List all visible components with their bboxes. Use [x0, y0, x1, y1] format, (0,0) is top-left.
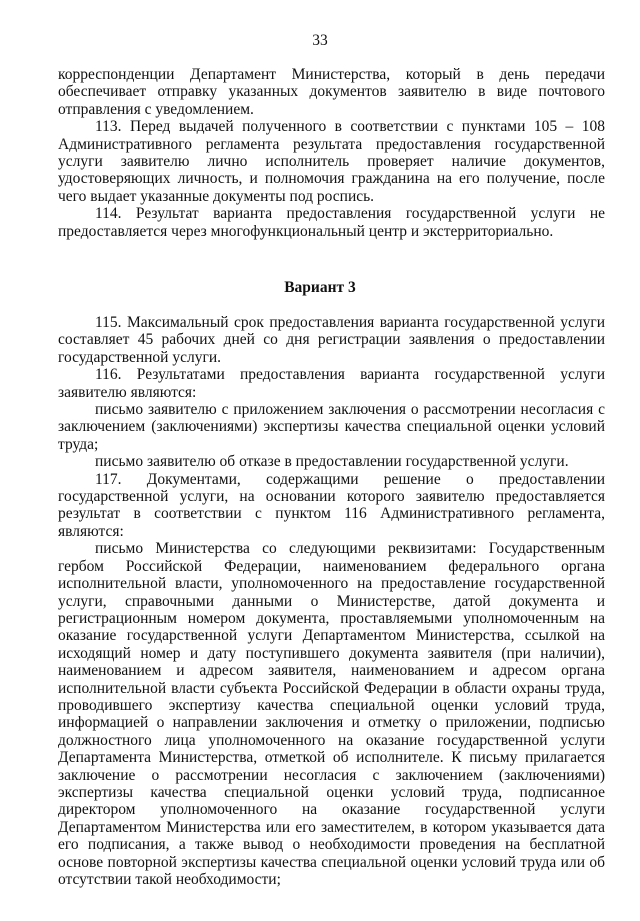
paragraph-116: 116. Результатами предоставления варианта государственной услуги заявителю являются:: [58, 366, 605, 401]
paragraph-117: 117. Документами, содержащими решение о предоставлении государственной услуги, на основании которого заявителю предоставляется результат в соответствии с пунктом 116 Административного регламента, являются:: [58, 470, 605, 540]
section-heading: Вариант 3: [284, 279, 356, 296]
paragraph-113: 113. Перед выдачей полученного в соответствии с пунктами 105 – 108 Административного регламента результата предоставления государственной услуги заявителю лично исполнитель проверяет наличие документов, удостоверяющих личность, и полномочия гражданина на его получение, после чего выдает указанные документы под роспись.: [58, 118, 605, 205]
page-number: 33: [312, 32, 328, 49]
paragraph-ministry-letter: письмо Министерства со следующими реквизитами: Государственным гербом Российской Федерации, наименованием федерального органа исполнительной власти, уполномоченного на предоставление государственной услуги, справочными данными о Министерстве, датой документа и регистрационным номером документа, проставляемыми уполномоченным на оказание государственной услуги Департаментом Министерства, ссылкой на исходящий номер и дату поступившего документа заявителя (при наличии), наименованием и адресом заявителя, наименованием и адресом органа исполнительной власти субъекта Российской Федерации в области охраны труда, проводившего экспертизу качества специальной оценки условий труда, информацией о направлении заключения и отметку о приложении, подписью должностного лица уполномоченного на оказание государственной услуги Департамента Министерства, отметкой об исполнителе. К письму прилагается заключение о рассмотрении несогласия с заключением (заключениями) экспертизы качества специальной оценки условий труда, подписанное директором уполномоченного на оказание государственной услуги Департаментом Министерства или его заместителем, в котором указывается дата его подписания, а также вывод о необходимости проведения на бесплатной основе повторной экспертизы качества специальной оценки условий труда или об отсутствии такой необходимости;: [58, 540, 605, 888]
list-item-result-letter: письмо заявителю с приложением заключения о рассмотрении несогласия с заключением (заключениями) экспертизы качества специальной оценки условий труда;: [58, 401, 605, 453]
main-text-block: [58, 314, 605, 888]
paragraph-continuation: корреспонденции Департамент Министерства, который в день передачи обеспечивает отправку указанных документов заявителю в виде почтового отправления с уведомлением.: [58, 66, 605, 118]
paragraph-114: 114. Результат варианта предоставления государственной услуги не предоставляется через многофункциональный центр и экстерриториально.: [58, 205, 605, 240]
top-text-block: [58, 66, 605, 240]
paragraph-115: 115. Максимальный срок предоставления варианта государственной услуги составляет 45 рабочих дней со дня регистрации заявления о предоставлении государственной услуги.: [58, 314, 605, 366]
list-item-refusal-letter: письмо заявителю об отказе в предоставлении государственной услуги.: [95, 453, 569, 471]
